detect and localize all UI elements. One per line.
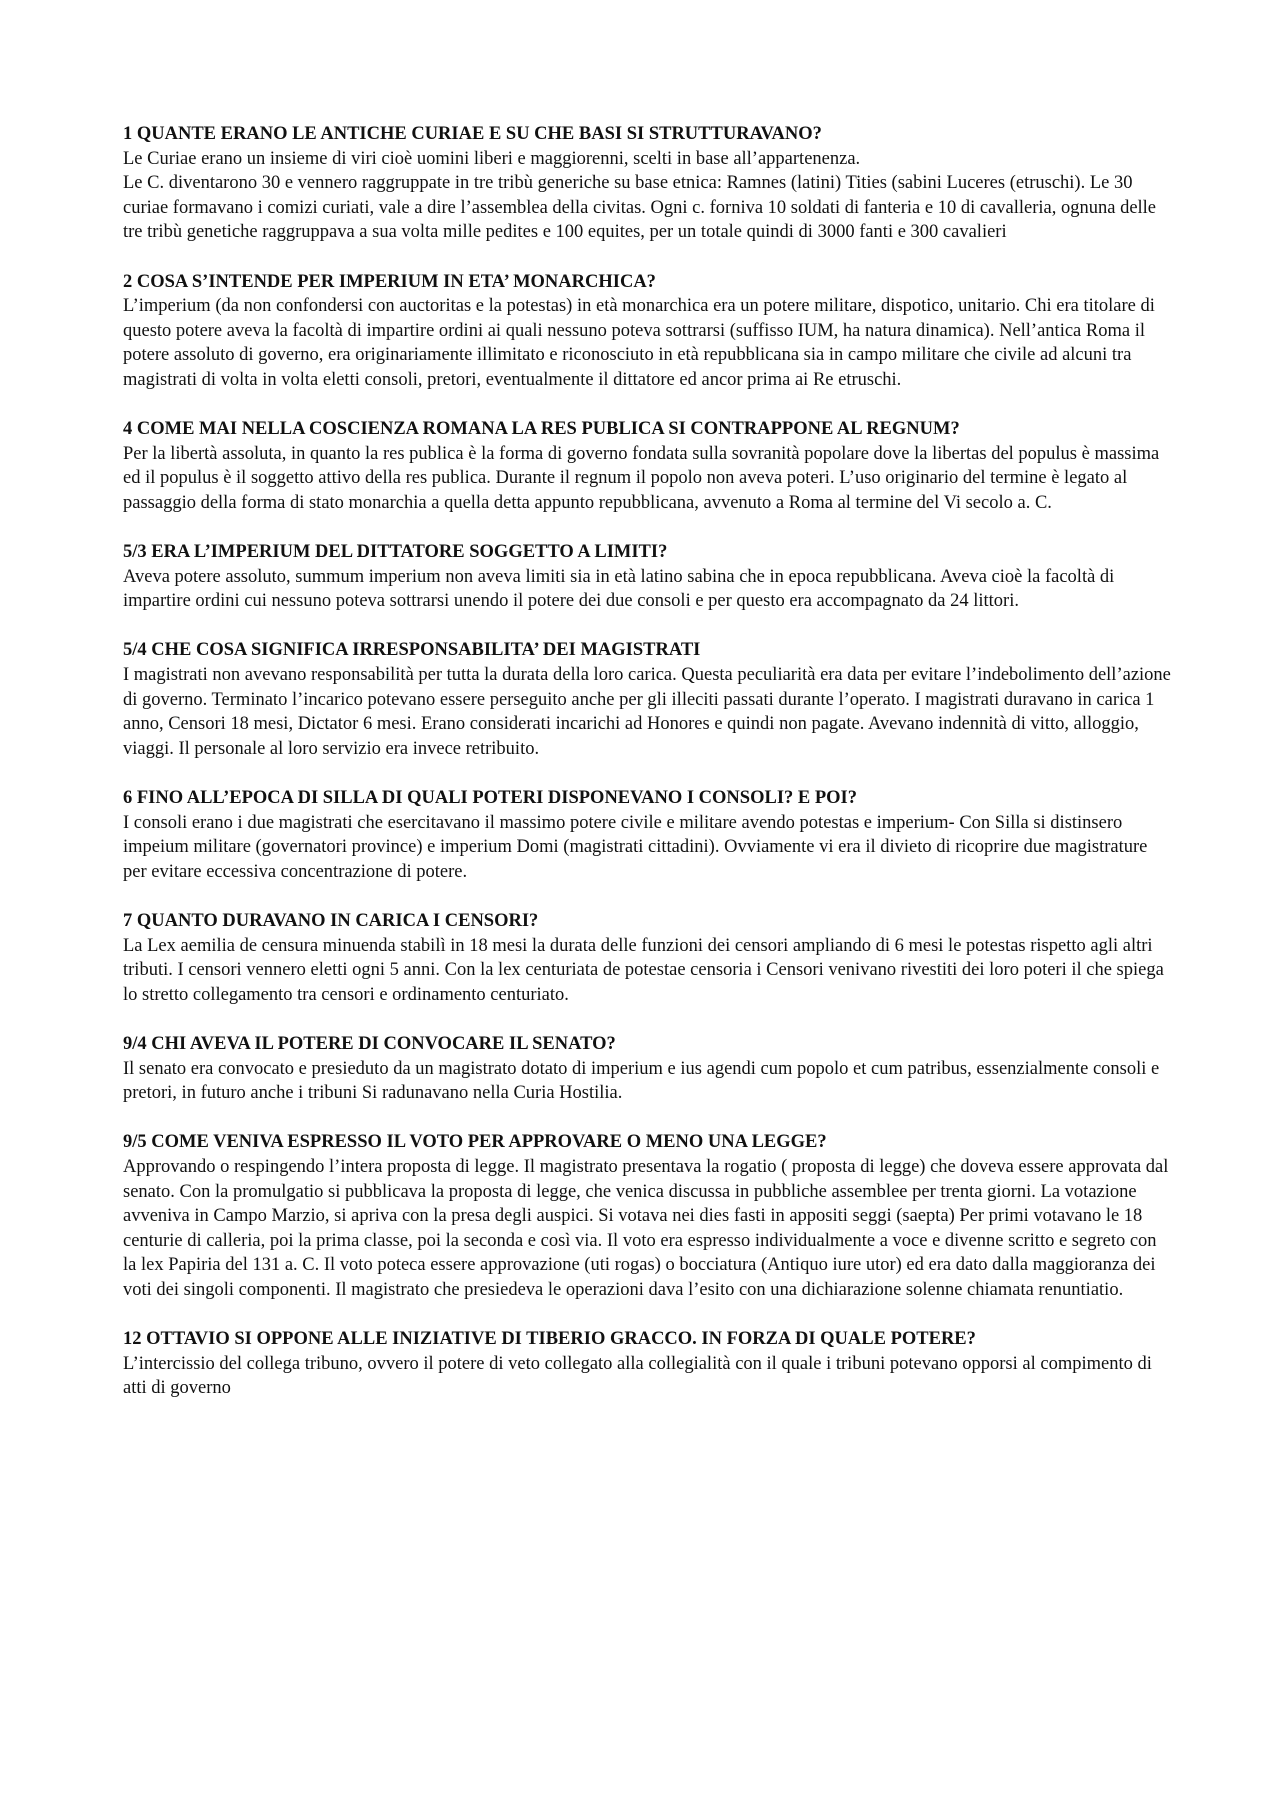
qa-section <box>123 638 1173 761</box>
answer-paragraph: I magistrati non avevano responsabilità per tutta la durata della loro carica. Questa peculiarità era data per evitare l’indebolimento dell’azione di governo. Terminato l’incarico potevano essere perseguito anche per gli illeciti passati durante l’operato. I magistrati duravano in carica 1 anno, Censori 18 mesi, Dictator 6 mesi. Erano considerati incarichi ad Honores e quindi non pagate. Avevano indennità di vitto, alloggio, viaggi. Il personale al loro servizio era invece retribuito. <box>123 665 1171 759</box>
question-heading: 7 QUANTO DURAVANO IN CARICA I CENSORI? <box>123 911 539 931</box>
qa-section <box>123 1327 1173 1401</box>
question-heading: 9/5 COME VENIVA ESPRESSO IL VOTO PER APPROVARE O MENO UNA LEGGE? <box>123 1132 827 1153</box>
answer-paragraph: L’imperium (da non confondersi con auctoritas e la potestas) in età monarchica era un potere militare, dispotico, unitario. Chi era titolare di questo potere aveva la facoltà di impartire ordini ai quali nessuno poteva sottrarsi (suffisso IUM, ha natura dinamica). Nell’antica Roma il potere assoluto di governo, era originariamente illimitato e riconosciuto in età repubblicana sia in campo militare che civile ad alcuni tra magistrati di volta in volta eletti consoli, pretori, eventualmente il dittatore ed ancor prima ai Re etruschi. <box>123 296 1155 390</box>
question-heading: 1 QUANTE ERANO LE ANTICHE CURIAE E SU CHE BASI SI STRUTTURAVANO? <box>123 124 822 144</box>
answer-paragraph: La Lex aemilia de censura minuenda stabilì in 18 mesi la durata delle funzioni dei censori ampliando di 6 mesi le potestas rispetto agli altri tributi. I censori vennero eletti ogni 5 anni. Con la lex centuriata de potestae censoria i Censori venivano rivestiti dei loro poteri il che spiega lo stretto collegamento tra censori e ordinamento centuriato. <box>123 935 1164 1005</box>
question-heading: 4 COME MAI NELLA COSCIENZA ROMANA LA RES PUBLICA SI CONTRAPPONE AL REGNUM? <box>123 419 960 440</box>
question-heading: 5/4 CHE COSA SIGNIFICA IRRESPONSABILITA’ DEI MAGISTRATI <box>123 640 701 661</box>
answer-paragraph: I consoli erano i due magistrati che esercitavano il massimo potere civile e militare avendo potestas e imperium- Con Silla si distinsero impeium militare (governatori province) e imperium Domi (magistrati cittadini). Ovviamente vi era il divieto di ricoprire due magistrature per evitare eccessiva concentrazione di potere. <box>123 812 1148 882</box>
qa-section <box>123 1032 1173 1106</box>
qa-section <box>123 1130 1173 1302</box>
answer-paragraph: L’intercissio del collega tribuno, ovvero il potere di veto collegato alla collegialità con il quale i tribuni potevano opporsi al compimento di atti di governo <box>123 1353 1152 1399</box>
qa-section <box>123 122 1173 245</box>
qa-section <box>123 540 1173 614</box>
question-heading: 9/4 CHI AVEVA IL POTERE DI CONVOCARE IL SENATO? <box>123 1033 616 1054</box>
answer-paragraph: Approvando o respingendo l’intera proposta di legge. Il magistrato presentava la rogatio ( proposta di legge) che doveva essere approvata dal senato. Con la promulgatio si pubblicava la proposta di legge, che venica discussa in pubbliche assemblee per trenta giorni. La votazione avveniva in Campo Marzio, si apriva con la presa degli auspici. Si votava nei dies fasti in appositi seggi (saepta) Per primi votavano le 18 centurie di calleria, poi la prima classe, poi la seconda e così via. Il voto era espresso individualmente a voce e divenne scritto e segreto con la lex Papiria del 131 a. C. Il voto poteca essere approvazione (uti rogas) o bocciatura (Antiquo iure utor) ed era dato dalla maggioranza dei voti dei singoli componenti. Il magistrato che presiedeva le operazioni dava l’esito con una dichiarazione solenne chiamata renuntiatio. <box>123 1156 1169 1300</box>
question-heading: 12 OTTAVIO SI OPPONE ALLE INIZIATIVE DI TIBERIO GRACCO. IN FORZA DI QUALE POTERE? <box>123 1329 976 1350</box>
qa-section <box>123 786 1173 884</box>
answer-paragraph: Le C. diventarono 30 e vennero raggruppate in tre tribù generiche su base etnica: Ramnes (latini) Tities (sabini Luceres (etruschi). Le 30 curiae formavano i comizi curiati, vale a dire l’assemblea della civitas. Ogni c. forniva 10 soldati di fanteria e 10 di cavalleria, ognuna delle tre tribù genetiche raggruppava a sua volta mille pedites e 100 equites, per un totale quindi di 3000 fanti e 300 cavalieri <box>123 173 1157 243</box>
question-heading: 5/3 ERA L’IMPERIUM DEL DITTATORE SOGGETTO A LIMITI? <box>123 542 668 563</box>
qa-section <box>123 270 1173 393</box>
qa-section <box>123 417 1173 515</box>
question-heading: 2 COSA S’INTENDE PER IMPERIUM IN ETA’ MONARCHICA? <box>123 271 656 292</box>
answer-paragraph: Aveva potere assoluto, summum imperium non aveva limiti sia in età latino sabina che in epoca repubblicana. Aveva cioè la facoltà di impartire ordini cui nessuno poteva sottrarsi unendo il potere dei due consoli e per questo era accompagnato da 24 littori. <box>123 566 1115 612</box>
answer-paragraph: Le Curiae erano un insieme di viri cioè uomini liberi e maggiorenni, scelti in base all’appartenenza. <box>123 148 861 169</box>
answer-paragraph: Per la libertà assoluta, in quanto la res publica è la forma di governo fondata sulla sovranità popolare dove la libertas del populus è massima ed il populus è il soggetto attivo della res publica. Durante il regnum il popolo non aveva poteri. L’uso originario del termine è legato al passaggio della forma di stato monarchia a quella detta appunto repubblicana, avvenuto a Roma al termine del Vi secolo a. C. <box>123 443 1160 513</box>
question-heading: 6 FINO ALL’EPOCA DI SILLA DI QUALI POTERI DISPONEVANO I CONSOLI? E POI? <box>123 788 857 809</box>
document-page <box>123 122 1173 1425</box>
answer-paragraph: Il senato era convocato e presieduto da un magistrato dotato di imperium e ius agendi cum popolo et cum patribus, essenzialmente consoli e pretori, in futuro anche i tribuni Si radunavano nella Curia Hostilia. <box>123 1058 1160 1104</box>
qa-section <box>123 909 1173 1007</box>
